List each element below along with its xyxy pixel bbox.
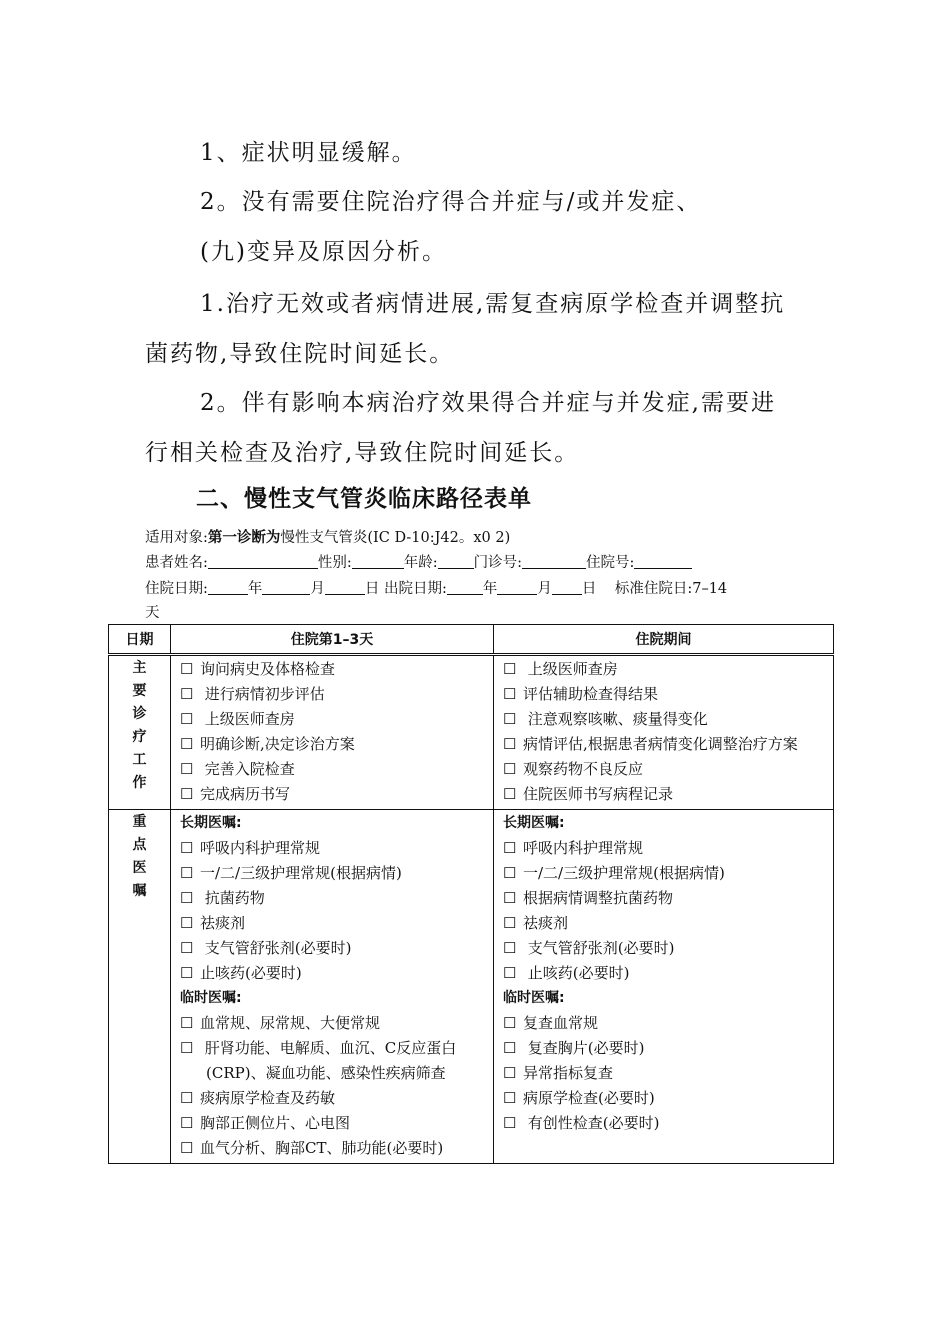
checkbox-icon[interactable]: ☐: [180, 1139, 194, 1157]
checkbox-icon[interactable]: ☐: [503, 914, 517, 932]
patient-name-field[interactable]: [208, 554, 318, 569]
inpatient-field[interactable]: [634, 554, 692, 569]
form-title: 二、慢性支气管炎临床路径表单: [196, 486, 532, 512]
discharge-month-field[interactable]: [497, 580, 537, 595]
paragraph-2: 2。没有需要住院治疗得合并症与/或并发症、: [200, 189, 702, 215]
checkbox-icon[interactable]: ☐: [503, 760, 517, 778]
patient-info-line: [145, 551, 692, 572]
clinic-field[interactable]: [522, 554, 586, 569]
checklist-item[interactable]: ☐ 异常指标复查: [503, 1061, 827, 1086]
table-header-row: [109, 625, 834, 655]
header-during-stay: 住院期间: [494, 625, 834, 655]
sex-label: 性别:: [317, 555, 352, 571]
checklist-item[interactable]: ☐ 上级医师查房: [180, 707, 487, 732]
admit-year-field[interactable]: [208, 580, 248, 595]
checklist-item[interactable]: ☐ 有创性检查(必要时): [503, 1111, 827, 1136]
discharge-date-label: 出院日期:: [384, 581, 447, 597]
orders-row: [109, 810, 834, 1164]
section-heading-9: (九)变异及原因分析。: [200, 239, 447, 265]
checkbox-icon[interactable]: ☐: [503, 1114, 517, 1132]
checkbox-icon[interactable]: ☐: [180, 685, 194, 703]
checklist-item[interactable]: ☐ 止咳药(必要时): [503, 961, 827, 986]
checklist-item[interactable]: ☐ 病原学检查(必要时): [503, 1086, 827, 1111]
clinical-pathway-table: [108, 624, 834, 1164]
age-label: 年龄:: [403, 555, 438, 571]
main-work-during-stay: [494, 655, 834, 810]
checklist-item[interactable]: ☐ 抗菌药物: [180, 886, 487, 911]
checkbox-icon[interactable]: ☐: [503, 785, 517, 803]
admit-day-unit: 日: [364, 581, 380, 597]
checklist-item[interactable]: ☐ 肝肾功能、电解质、血沉、C反应蛋白(CRP)、凝血功能、感染性疾病筛查: [180, 1036, 487, 1086]
checkbox-icon[interactable]: ☐: [180, 760, 194, 778]
applicable-bold: 第一诊断为: [207, 530, 281, 546]
checklist-item[interactable]: ☐ 病情评估,根据患者病情变化调整治疗方案: [503, 732, 827, 757]
checklist-item[interactable]: ☐ 祛痰剂: [180, 911, 487, 936]
discharge-month-unit: 月: [537, 581, 552, 597]
checkbox-icon[interactable]: ☐: [180, 839, 194, 857]
paragraph-4-line-1: 1.治疗无效或者病情进展,需复查病原学检查并调整抗: [200, 291, 786, 317]
checklist-item[interactable]: ☐ 血常规、尿常规、大便常规: [180, 1011, 487, 1036]
checkbox-icon[interactable]: ☐: [180, 964, 194, 982]
sex-field[interactable]: [352, 554, 404, 569]
clinic-label: 门诊号:: [473, 555, 523, 571]
dates-line: [145, 577, 727, 598]
checklist-item[interactable]: ☐ 一/二/三级护理常规(根据病情): [503, 861, 827, 886]
checkbox-icon[interactable]: ☐: [503, 839, 517, 857]
checkbox-icon[interactable]: ☐: [180, 914, 194, 932]
checkbox-icon[interactable]: ☐: [503, 735, 517, 753]
checklist-item[interactable]: ☐ 询问病史及体格检查: [180, 657, 487, 682]
checkbox-icon[interactable]: ☐: [180, 660, 194, 678]
checkbox-icon[interactable]: ☐: [180, 1089, 194, 1107]
checklist-item[interactable]: ☐ 进行病情初步评估: [180, 682, 487, 707]
age-field[interactable]: [438, 554, 474, 569]
checkbox-icon[interactable]: ☐: [503, 864, 517, 882]
checkbox-icon[interactable]: ☐: [180, 1114, 194, 1132]
checklist-item[interactable]: ☐ 根据病情调整抗菌药物: [503, 886, 827, 911]
standard-stay-unit: 天: [145, 605, 160, 621]
checklist-item[interactable]: ☐ 一/二/三级护理常规(根据病情): [180, 861, 487, 886]
checklist-item[interactable]: ☐ 胸部正侧位片、心电图: [180, 1111, 487, 1136]
checkbox-icon[interactable]: ☐: [503, 1039, 517, 1057]
checklist-item[interactable]: ☐ 完成病历书写: [180, 782, 487, 807]
patient-name-label: 患者姓名:: [145, 555, 208, 571]
checkbox-icon[interactable]: ☐: [180, 1014, 194, 1032]
checkbox-icon[interactable]: ☐: [503, 939, 517, 957]
discharge-year-unit: 年: [482, 581, 498, 597]
checkbox-icon[interactable]: ☐: [180, 1039, 194, 1057]
checklist-item[interactable]: ☐ 复查胸片(必要时): [503, 1036, 827, 1061]
discharge-day-field[interactable]: [552, 580, 582, 595]
main-work-day1-3: [171, 655, 494, 810]
paragraph-1: 1、症状明显缓解。: [200, 140, 417, 166]
paragraph-4-line-2: 菌药物,导致住院时间延长。: [145, 341, 455, 367]
main-work-label: 主 要 诊 疗 工 作: [109, 655, 171, 810]
long-term-orders-heading: 长期医嘱:: [503, 815, 565, 831]
checklist-item[interactable]: ☐ 血气分析、胸部CT、肺功能(必要时): [180, 1136, 487, 1161]
checklist-item[interactable]: ☐ 观察药物不良反应: [503, 757, 827, 782]
temporary-orders-heading: 临时医嘱:: [503, 990, 565, 1006]
checkbox-icon[interactable]: ☐: [180, 785, 194, 803]
orders-during-stay: [494, 810, 834, 1164]
header-day-1-3: 住院第1–3天: [171, 625, 494, 655]
checklist-item[interactable]: ☐ 注意观察咳嗽、痰量得变化: [503, 707, 827, 732]
checkbox-icon[interactable]: ☐: [180, 710, 194, 728]
checklist-item[interactable]: ☐ 评估辅助检查得结果: [503, 682, 827, 707]
header-date: 日期: [109, 625, 171, 655]
paragraph-5-line-1: 2。伴有影响本病治疗效果得合并症与并发症,需要进: [200, 390, 776, 416]
paragraph-5-line-2: 行相关检查及治疗,导致住院时间延长。: [145, 440, 580, 466]
checkbox-icon[interactable]: ☐: [503, 710, 517, 728]
checkbox-icon[interactable]: ☐: [503, 889, 517, 907]
applicable-rest: 慢性支气管炎(IC D-10:J42。x0 2): [280, 530, 511, 546]
admit-month-unit: 月: [310, 581, 325, 597]
orders-day1-3: [171, 810, 494, 1164]
checkbox-icon[interactable]: ☐: [180, 889, 194, 907]
checklist-item[interactable]: ☐ 明确诊断,决定诊治方案: [180, 732, 487, 757]
discharge-day-unit: 日: [581, 581, 597, 597]
checklist-item[interactable]: ☐ 支气管舒张剂(必要时): [180, 936, 487, 961]
checkbox-icon[interactable]: ☐: [503, 660, 517, 678]
checkbox-icon[interactable]: ☐: [503, 1064, 517, 1082]
checkbox-icon[interactable]: ☐: [503, 964, 517, 982]
admit-month-field[interactable]: [262, 580, 310, 595]
checkbox-icon[interactable]: ☐: [503, 1089, 517, 1107]
checklist-item[interactable]: ☐ 祛痰剂: [503, 911, 827, 936]
checkbox-icon[interactable]: ☐: [180, 939, 194, 957]
standard-stay: 标准住院日:7–14: [614, 581, 728, 597]
checklist-item[interactable]: ☐ 住院医师书写病程记录: [503, 782, 827, 807]
main-work-row: [109, 655, 834, 810]
checkbox-icon[interactable]: ☐: [503, 685, 517, 703]
checklist-item[interactable]: ☐ 支气管舒张剂(必要时): [503, 936, 827, 961]
applicable-line: [145, 526, 510, 547]
checkbox-icon[interactable]: ☐: [503, 1014, 517, 1032]
checkbox-icon[interactable]: ☐: [180, 735, 194, 753]
temporary-orders-heading: 临时医嘱:: [180, 990, 242, 1006]
checklist-item[interactable]: ☐ 痰病原学检查及药敏: [180, 1086, 487, 1111]
admit-year-unit: 年: [247, 581, 263, 597]
applicable-prefix: 适用对象:: [145, 530, 208, 546]
checklist-item[interactable]: ☐ 呼吸内科护理常规: [180, 836, 487, 861]
inpatient-label: 住院号:: [586, 555, 635, 571]
checkbox-icon[interactable]: ☐: [180, 864, 194, 882]
admit-day-field[interactable]: [325, 580, 365, 595]
checklist-item[interactable]: ☐ 复查血常规: [503, 1011, 827, 1036]
checklist-item[interactable]: ☐ 完善入院检查: [180, 757, 487, 782]
discharge-year-field[interactable]: [447, 580, 483, 595]
long-term-orders-heading: 长期医嘱:: [180, 815, 242, 831]
orders-label: 重 点 医 嘱: [109, 810, 171, 1164]
checklist-item[interactable]: ☐ 呼吸内科护理常规: [503, 836, 827, 861]
checklist-item[interactable]: ☐ 止咳药(必要时): [180, 961, 487, 986]
checklist-item[interactable]: ☐ 上级医师查房: [503, 657, 827, 682]
admit-date-label: 住院日期:: [145, 581, 208, 597]
